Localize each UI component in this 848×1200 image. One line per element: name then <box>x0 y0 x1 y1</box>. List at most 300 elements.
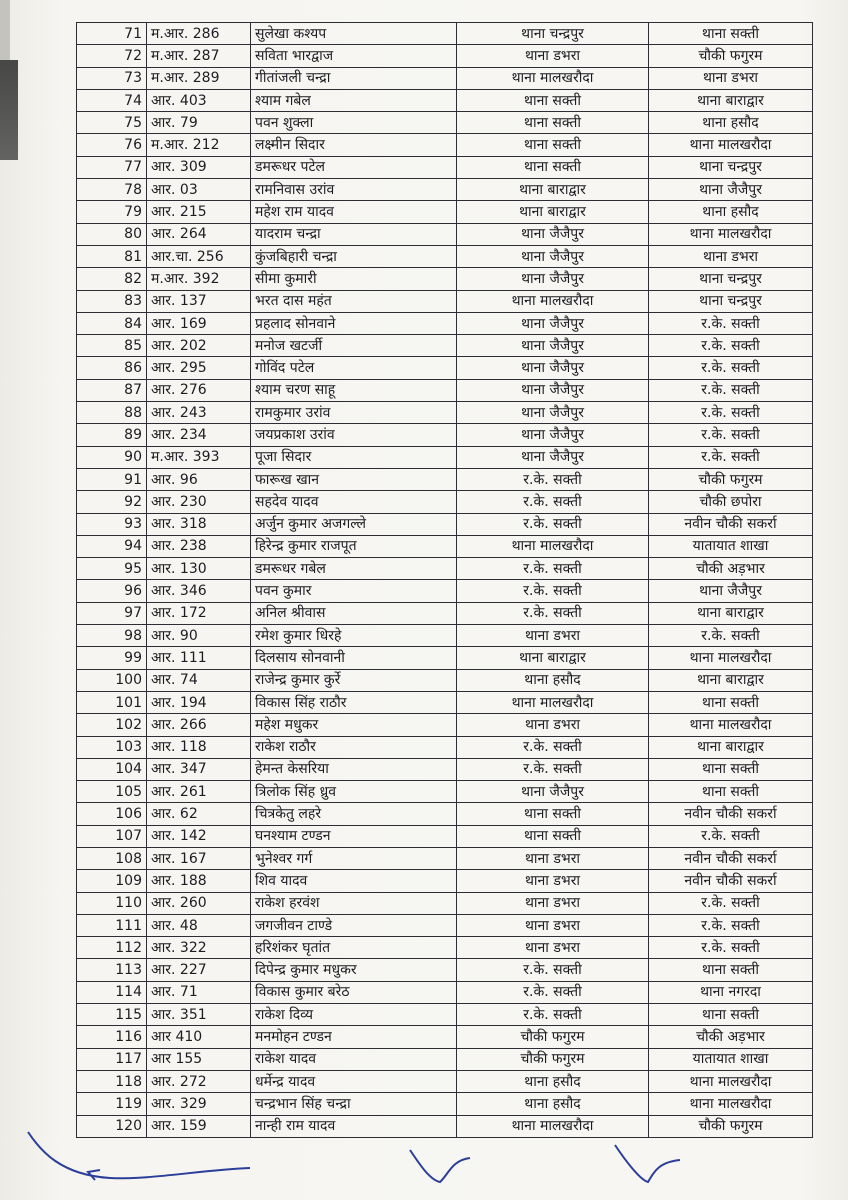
to-station-cell: थाना मालखरौदा <box>649 223 813 245</box>
table-row <box>77 1115 813 1137</box>
table-row <box>77 513 813 535</box>
from-station-cell: र.के. सक्ती <box>457 513 649 535</box>
serial-number-cell: 82 <box>77 268 147 290</box>
from-station-cell: थाना सक्ती <box>457 825 649 847</box>
rank-number-cell: आर. 194 <box>147 691 251 713</box>
table-row <box>77 937 813 959</box>
rank-number-cell: आर. 227 <box>147 959 251 981</box>
from-station-cell: थाना हसौद <box>457 1070 649 1092</box>
table-row <box>77 892 813 914</box>
employee-name-cell: रामकुमार उरांव <box>251 402 457 424</box>
from-station-cell: थाना जैजैपुर <box>457 446 649 468</box>
serial-number-cell: 113 <box>77 959 147 981</box>
table-row <box>77 357 813 379</box>
from-station-cell: थाना जैजैपुर <box>457 312 649 334</box>
rank-number-cell: आर.चा. 256 <box>147 245 251 267</box>
to-station-cell: यातायात शाखा <box>649 535 813 557</box>
rank-number-cell: म.आर. 393 <box>147 446 251 468</box>
from-station-cell: थाना बाराद्वार <box>457 179 649 201</box>
table-row <box>77 669 813 691</box>
transfer-list-table <box>76 22 813 1138</box>
employee-name-cell: पवन कुमार <box>251 580 457 602</box>
from-station-cell: र.के. सक्ती <box>457 736 649 758</box>
from-station-cell: र.के. सक्ती <box>457 758 649 780</box>
rank-number-cell: आर. 96 <box>147 468 251 490</box>
from-station-cell: र.के. सक्ती <box>457 580 649 602</box>
from-station-cell: थाना जैजैपुर <box>457 223 649 245</box>
serial-number-cell: 93 <box>77 513 147 535</box>
rank-number-cell: आर. 169 <box>147 312 251 334</box>
from-station-cell: थाना जैजैपुर <box>457 268 649 290</box>
from-station-cell: थाना डभरा <box>457 45 649 67</box>
serial-number-cell: 119 <box>77 1093 147 1115</box>
rank-number-cell: म.आर. 287 <box>147 45 251 67</box>
rank-number-cell: आर. 142 <box>147 825 251 847</box>
to-station-cell: थाना सक्ती <box>649 1004 813 1026</box>
to-station-cell: थाना मालखरौदा <box>649 1093 813 1115</box>
table-row <box>77 268 813 290</box>
rank-number-cell: आर. 276 <box>147 379 251 401</box>
rank-number-cell: आर. 230 <box>147 491 251 513</box>
serial-number-cell: 100 <box>77 669 147 691</box>
table-row <box>77 1093 813 1115</box>
scan-edge-shadow <box>0 0 10 60</box>
to-station-cell: र.के. सक्ती <box>649 446 813 468</box>
to-station-cell: थाना बाराद्वार <box>649 736 813 758</box>
employee-name-cell: नान्ही राम यादव <box>251 1115 457 1137</box>
to-station-cell: र.के. सक्ती <box>649 914 813 936</box>
employee-name-cell: यादराम चन्द्रा <box>251 223 457 245</box>
employee-name-cell: भुनेश्वर गर्ग <box>251 847 457 869</box>
serial-number-cell: 89 <box>77 424 147 446</box>
table-row <box>77 379 813 401</box>
to-station-cell: थाना जैजैपुर <box>649 179 813 201</box>
serial-number-cell: 92 <box>77 491 147 513</box>
employee-name-cell: मनोज खटर्जी <box>251 335 457 357</box>
employee-name-cell: गोविंद पटेल <box>251 357 457 379</box>
from-station-cell: र.के. सक्ती <box>457 981 649 1003</box>
table-row <box>77 647 813 669</box>
from-station-cell: थाना मालखरौदा <box>457 67 649 89</box>
employee-name-cell: सविता भारद्वाज <box>251 45 457 67</box>
rank-number-cell: आर. 74 <box>147 669 251 691</box>
serial-number-cell: 118 <box>77 1070 147 1092</box>
employee-name-cell: विकास कुमार बरेठ <box>251 981 457 1003</box>
table-row <box>77 201 813 223</box>
serial-number-cell: 94 <box>77 535 147 557</box>
rank-number-cell: आर. 188 <box>147 870 251 892</box>
from-station-cell: थाना जैजैपुर <box>457 424 649 446</box>
to-station-cell: थाना नगरदा <box>649 981 813 1003</box>
from-station-cell: थाना सक्ती <box>457 112 649 134</box>
serial-number-cell: 114 <box>77 981 147 1003</box>
serial-number-cell: 96 <box>77 580 147 602</box>
rank-number-cell: म.आर. 212 <box>147 134 251 156</box>
from-station-cell: थाना मालखरौदा <box>457 1115 649 1137</box>
table-row <box>77 625 813 647</box>
from-station-cell: थाना मालखरौदा <box>457 535 649 557</box>
to-station-cell: थाना बाराद्वार <box>649 89 813 111</box>
from-station-cell: र.के. सक्ती <box>457 558 649 580</box>
to-station-cell: चौकी छपोरा <box>649 491 813 513</box>
from-station-cell: थाना जैजैपुर <box>457 335 649 357</box>
to-station-cell: र.के. सक्ती <box>649 892 813 914</box>
serial-number-cell: 85 <box>77 335 147 357</box>
rank-number-cell: आर. 130 <box>147 558 251 580</box>
serial-number-cell: 98 <box>77 625 147 647</box>
to-station-cell: थाना चन्द्रपुर <box>649 290 813 312</box>
from-station-cell: थाना डभरा <box>457 870 649 892</box>
from-station-cell: थाना जैजैपुर <box>457 357 649 379</box>
serial-number-cell: 110 <box>77 892 147 914</box>
serial-number-cell: 115 <box>77 1004 147 1026</box>
to-station-cell: र.के. सक्ती <box>649 625 813 647</box>
to-station-cell: थाना बाराद्वार <box>649 669 813 691</box>
serial-number-cell: 103 <box>77 736 147 758</box>
serial-number-cell: 74 <box>77 89 147 111</box>
employee-name-cell: रमेश कुमार धिरहे <box>251 625 457 647</box>
employee-name-cell: त्रिलोक सिंह ध्रुव <box>251 781 457 803</box>
to-station-cell: चौकी अड़भार <box>649 558 813 580</box>
from-station-cell: थाना हसौद <box>457 1093 649 1115</box>
rank-number-cell: आर. 346 <box>147 580 251 602</box>
employee-name-cell: राकेश यादव <box>251 1048 457 1070</box>
transfer-list-body <box>77 23 813 1138</box>
to-station-cell: नवीन चौकी सकर्रा <box>649 847 813 869</box>
to-station-cell: नवीन चौकी सकर्रा <box>649 513 813 535</box>
employee-name-cell: दिलसाय सोनवानी <box>251 647 457 669</box>
from-station-cell: थाना सक्ती <box>457 134 649 156</box>
rank-number-cell: म.आर. 289 <box>147 67 251 89</box>
employee-name-cell: पवन शुक्ला <box>251 112 457 134</box>
to-station-cell: थाना सक्ती <box>649 23 813 45</box>
to-station-cell: नवीन चौकी सकर्रा <box>649 803 813 825</box>
rank-number-cell: आर 155 <box>147 1048 251 1070</box>
serial-number-cell: 72 <box>77 45 147 67</box>
rank-number-cell: म.आर. 286 <box>147 23 251 45</box>
employee-name-cell: अर्जुन कुमार अजगल्ले <box>251 513 457 535</box>
rank-number-cell: आर. 167 <box>147 847 251 869</box>
employee-name-cell: चन्द्रभान सिंह चन्द्रा <box>251 1093 457 1115</box>
from-station-cell: थाना डभरा <box>457 937 649 959</box>
serial-number-cell: 73 <box>77 67 147 89</box>
rank-number-cell: आर. 234 <box>147 424 251 446</box>
table-row <box>77 45 813 67</box>
to-station-cell: थाना सक्ती <box>649 758 813 780</box>
table-row <box>77 446 813 468</box>
from-station-cell: थाना डभरा <box>457 714 649 736</box>
table-row <box>77 847 813 869</box>
from-station-cell: र.के. सक्ती <box>457 468 649 490</box>
to-station-cell: थाना बाराद्वार <box>649 602 813 624</box>
serial-number-cell: 88 <box>77 402 147 424</box>
employee-name-cell: हेमन्त केसरिया <box>251 758 457 780</box>
serial-number-cell: 86 <box>77 357 147 379</box>
serial-number-cell: 83 <box>77 290 147 312</box>
serial-number-cell: 111 <box>77 914 147 936</box>
table-row <box>77 134 813 156</box>
to-station-cell: थाना मालखरौदा <box>649 1070 813 1092</box>
to-station-cell: थाना चन्द्रपुर <box>649 268 813 290</box>
from-station-cell: थाना मालखरौदा <box>457 691 649 713</box>
rank-number-cell: आर. 215 <box>147 201 251 223</box>
table-row <box>77 290 813 312</box>
rank-number-cell: आर. 71 <box>147 981 251 1003</box>
to-station-cell: थाना डभरा <box>649 245 813 267</box>
serial-number-cell: 97 <box>77 602 147 624</box>
serial-number-cell: 90 <box>77 446 147 468</box>
from-station-cell: थाना डभरा <box>457 914 649 936</box>
from-station-cell: थाना जैजैपुर <box>457 781 649 803</box>
rank-number-cell: आर. 329 <box>147 1093 251 1115</box>
rank-number-cell: आर. 79 <box>147 112 251 134</box>
from-station-cell: थाना मालखरौदा <box>457 290 649 312</box>
from-station-cell: चौकी फगुरम <box>457 1048 649 1070</box>
employee-name-cell: हरिशंकर घृतांत <box>251 937 457 959</box>
serial-number-cell: 77 <box>77 156 147 178</box>
serial-number-cell: 117 <box>77 1048 147 1070</box>
serial-number-cell: 101 <box>77 691 147 713</box>
table-row <box>77 914 813 936</box>
employee-name-cell: महेश राम यादव <box>251 201 457 223</box>
employee-name-cell: राजेन्द्र कुमार कुर्रे <box>251 669 457 691</box>
employee-name-cell: महेश मधुकर <box>251 714 457 736</box>
employee-name-cell: हिरेन्द्र कुमार राजपूत <box>251 535 457 557</box>
employee-name-cell: सीमा कुमारी <box>251 268 457 290</box>
scan-edge-mark <box>0 60 18 160</box>
from-station-cell: थाना बाराद्वार <box>457 647 649 669</box>
employee-name-cell: दिपेन्द्र कुमार मधुकर <box>251 959 457 981</box>
rank-number-cell: आर 410 <box>147 1026 251 1048</box>
table-row <box>77 402 813 424</box>
serial-number-cell: 107 <box>77 825 147 847</box>
rank-number-cell: आर. 137 <box>147 290 251 312</box>
rank-number-cell: आर. 202 <box>147 335 251 357</box>
rank-number-cell: आर. 90 <box>147 625 251 647</box>
table-row <box>77 179 813 201</box>
serial-number-cell: 71 <box>77 23 147 45</box>
employee-name-cell: श्याम चरण साहू <box>251 379 457 401</box>
table-row <box>77 580 813 602</box>
employee-name-cell: सुलेखा कश्यप <box>251 23 457 45</box>
employee-name-cell: डमरूधर पटेल <box>251 156 457 178</box>
rank-number-cell: आर. 318 <box>147 513 251 535</box>
table-row <box>77 535 813 557</box>
employee-name-cell: गीतांजली चन्द्रा <box>251 67 457 89</box>
employee-name-cell: डमरूधर गबेल <box>251 558 457 580</box>
employee-name-cell: राकेश दिव्य <box>251 1004 457 1026</box>
serial-number-cell: 95 <box>77 558 147 580</box>
table-row <box>77 736 813 758</box>
to-station-cell: थाना मालखरौदा <box>649 134 813 156</box>
rank-number-cell: आर. 347 <box>147 758 251 780</box>
serial-number-cell: 109 <box>77 870 147 892</box>
from-station-cell: थाना हसौद <box>457 669 649 691</box>
to-station-cell: र.के. सक्ती <box>649 825 813 847</box>
to-station-cell: र.के. सक्ती <box>649 335 813 357</box>
table-row <box>77 602 813 624</box>
to-station-cell: थाना मालखरौदा <box>649 714 813 736</box>
rank-number-cell: आर. 48 <box>147 914 251 936</box>
to-station-cell: नवीन चौकी सकर्रा <box>649 870 813 892</box>
employee-name-cell: जगजीवन टाण्डे <box>251 914 457 936</box>
from-station-cell: थाना जैजैपुर <box>457 245 649 267</box>
serial-number-cell: 99 <box>77 647 147 669</box>
employee-name-cell: चित्रकेतु लहरे <box>251 803 457 825</box>
table-row <box>77 691 813 713</box>
table-row <box>77 245 813 267</box>
table-row <box>77 825 813 847</box>
table-row <box>77 803 813 825</box>
to-station-cell: थाना डभरा <box>649 67 813 89</box>
from-station-cell: र.के. सक्ती <box>457 491 649 513</box>
employee-name-cell: विकास सिंह राठौर <box>251 691 457 713</box>
employee-name-cell: रामनिवास उरांव <box>251 179 457 201</box>
table-row <box>77 1048 813 1070</box>
to-station-cell: थाना हसौद <box>649 201 813 223</box>
serial-number-cell: 79 <box>77 201 147 223</box>
rank-number-cell: आर. 295 <box>147 357 251 379</box>
from-station-cell: थाना डभरा <box>457 892 649 914</box>
table-row <box>77 335 813 357</box>
employee-name-cell: मनमोहन टण्डन <box>251 1026 457 1048</box>
to-station-cell: चौकी फगुरम <box>649 1115 813 1137</box>
serial-number-cell: 87 <box>77 379 147 401</box>
to-station-cell: थाना हसौद <box>649 112 813 134</box>
to-station-cell: चौकी अड़भार <box>649 1026 813 1048</box>
employee-name-cell: जयप्रकाश उरांव <box>251 424 457 446</box>
employee-name-cell: फारूख खान <box>251 468 457 490</box>
table-row <box>77 781 813 803</box>
to-station-cell: थाना जैजैपुर <box>649 580 813 602</box>
serial-number-cell: 104 <box>77 758 147 780</box>
rank-number-cell: आर. 238 <box>147 535 251 557</box>
rank-number-cell: आर. 260 <box>147 892 251 914</box>
rank-number-cell: आर. 403 <box>147 89 251 111</box>
rank-number-cell: आर. 159 <box>147 1115 251 1137</box>
serial-number-cell: 75 <box>77 112 147 134</box>
employee-name-cell: कुंजबिहारी चन्द्रा <box>251 245 457 267</box>
employee-name-cell: पूजा सिदार <box>251 446 457 468</box>
employee-name-cell: श्याम गबेल <box>251 89 457 111</box>
table-row <box>77 959 813 981</box>
rank-number-cell: आर. 261 <box>147 781 251 803</box>
employee-name-cell: लक्ष्मीन सिदार <box>251 134 457 156</box>
employee-name-cell: सहदेव यादव <box>251 491 457 513</box>
rank-number-cell: आर. 111 <box>147 647 251 669</box>
rank-number-cell: आर. 243 <box>147 402 251 424</box>
rank-number-cell: आर. 118 <box>147 736 251 758</box>
rank-number-cell: म.आर. 392 <box>147 268 251 290</box>
employee-name-cell: धर्मेन्द्र यादव <box>251 1070 457 1092</box>
rank-number-cell: आर. 266 <box>147 714 251 736</box>
rank-number-cell: आर. 272 <box>147 1070 251 1092</box>
serial-number-cell: 116 <box>77 1026 147 1048</box>
table-row <box>77 870 813 892</box>
from-station-cell: र.के. सक्ती <box>457 959 649 981</box>
from-station-cell: थाना सक्ती <box>457 89 649 111</box>
to-station-cell: थाना मालखरौदा <box>649 647 813 669</box>
rank-number-cell: आर. 62 <box>147 803 251 825</box>
to-station-cell: थाना सक्ती <box>649 691 813 713</box>
table-row <box>77 758 813 780</box>
table-row <box>77 558 813 580</box>
from-station-cell: थाना चन्द्रपुर <box>457 23 649 45</box>
table-row <box>77 23 813 45</box>
from-station-cell: थाना जैजैपुर <box>457 379 649 401</box>
from-station-cell: र.के. सक्ती <box>457 1004 649 1026</box>
table-row <box>77 1026 813 1048</box>
table-row <box>77 1004 813 1026</box>
to-station-cell: र.के. सक्ती <box>649 402 813 424</box>
from-station-cell: थाना डभरा <box>457 625 649 647</box>
table-row <box>77 112 813 134</box>
serial-number-cell: 76 <box>77 134 147 156</box>
from-station-cell: र.के. सक्ती <box>457 602 649 624</box>
serial-number-cell: 106 <box>77 803 147 825</box>
serial-number-cell: 78 <box>77 179 147 201</box>
to-station-cell: थाना सक्ती <box>649 781 813 803</box>
table-row <box>77 312 813 334</box>
to-station-cell: र.के. सक्ती <box>649 357 813 379</box>
serial-number-cell: 102 <box>77 714 147 736</box>
employee-name-cell: घनश्याम टण्डन <box>251 825 457 847</box>
serial-number-cell: 91 <box>77 468 147 490</box>
rank-number-cell: आर. 351 <box>147 1004 251 1026</box>
rank-number-cell: आर. 264 <box>147 223 251 245</box>
from-station-cell: थाना सक्ती <box>457 803 649 825</box>
serial-number-cell: 105 <box>77 781 147 803</box>
from-station-cell: थाना डभरा <box>457 847 649 869</box>
from-station-cell: थाना बाराद्वार <box>457 201 649 223</box>
from-station-cell: थाना सक्ती <box>457 156 649 178</box>
serial-number-cell: 120 <box>77 1115 147 1137</box>
to-station-cell: चौकी फगुरम <box>649 45 813 67</box>
employee-name-cell: राकेश हरवंश <box>251 892 457 914</box>
table-row <box>77 67 813 89</box>
table-row <box>77 468 813 490</box>
table-row <box>77 491 813 513</box>
table-row <box>77 1070 813 1092</box>
table-row <box>77 424 813 446</box>
table-row <box>77 714 813 736</box>
to-station-cell: चौकी फगुरम <box>649 468 813 490</box>
rank-number-cell: आर. 322 <box>147 937 251 959</box>
serial-number-cell: 84 <box>77 312 147 334</box>
employee-name-cell: अनिल श्रीवास <box>251 602 457 624</box>
table-row <box>77 89 813 111</box>
to-station-cell: र.के. सक्ती <box>649 379 813 401</box>
to-station-cell: र.के. सक्ती <box>649 424 813 446</box>
serial-number-cell: 81 <box>77 245 147 267</box>
table-row <box>77 156 813 178</box>
table-row <box>77 223 813 245</box>
to-station-cell: यातायात शाखा <box>649 1048 813 1070</box>
serial-number-cell: 112 <box>77 937 147 959</box>
employee-name-cell: भरत दास महंत <box>251 290 457 312</box>
table-row <box>77 981 813 1003</box>
from-station-cell: थाना जैजैपुर <box>457 402 649 424</box>
employee-name-cell: शिव यादव <box>251 870 457 892</box>
serial-number-cell: 108 <box>77 847 147 869</box>
rank-number-cell: आर. 309 <box>147 156 251 178</box>
rank-number-cell: आर. 03 <box>147 179 251 201</box>
from-station-cell: चौकी फगुरम <box>457 1026 649 1048</box>
serial-number-cell: 80 <box>77 223 147 245</box>
to-station-cell: थाना सक्ती <box>649 959 813 981</box>
to-station-cell: र.के. सक्ती <box>649 937 813 959</box>
employee-name-cell: प्रहलाद सोनवाने <box>251 312 457 334</box>
